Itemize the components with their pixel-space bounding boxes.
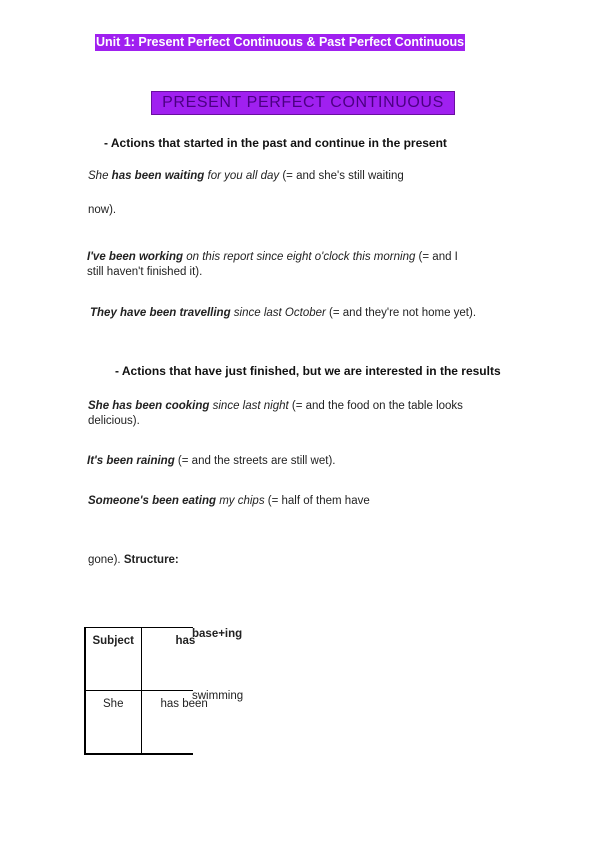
example-2-rest: on this report since eight o'clock this morning	[183, 251, 416, 263]
example-4-verb: She has been cooking	[88, 400, 210, 412]
example-2-continuation: still haven't finished it).	[87, 266, 203, 278]
example-6-rest: my chips	[216, 495, 265, 507]
example-4-rest: since last night	[209, 400, 289, 412]
example-1-note: (= and she's still waiting	[279, 170, 404, 182]
use-heading-2: - Actions that have just finished, but we are interested in the results	[115, 364, 501, 378]
structure-table	[84, 627, 208, 755]
example-4	[88, 399, 463, 414]
table-row	[85, 691, 193, 754]
table-header-auxiliary: has	[141, 628, 193, 691]
use-heading-1: - Actions that started in the past and continue in the present	[104, 136, 447, 150]
example-3-rest: since last October	[230, 307, 326, 319]
example-2	[87, 250, 458, 265]
table-header-row	[85, 628, 193, 691]
table-header-verb: base+ing	[192, 628, 243, 640]
structure-label: Structure:	[123, 554, 179, 566]
example-6-verb: Someone's been eating	[88, 495, 216, 507]
page-title: Unit 1: Present Perfect Continuous & Past Perfect Continuous	[96, 35, 465, 49]
section-heading: PRESENT PERFECT CONTINUOUS	[151, 91, 455, 115]
example-2-note: (= and I	[415, 251, 458, 263]
example-3	[90, 306, 476, 321]
example-1	[88, 169, 404, 184]
table-cell-auxiliary: has been	[141, 691, 193, 754]
table-cell-subject: She	[85, 691, 141, 754]
table-cell-verb: swimming	[192, 690, 244, 702]
example-2-verb: I've been working	[87, 251, 184, 263]
example-3-verb: They have been travelling	[90, 307, 231, 319]
example-6-cont-text: gone).	[88, 554, 124, 566]
example-5-note: (= and the streets are still wet).	[174, 455, 336, 467]
example-6-continuation	[88, 553, 179, 568]
example-4-continuation: delicious).	[88, 415, 140, 427]
example-1-subject: She	[88, 170, 112, 182]
example-1-verb: has been waiting	[111, 170, 205, 182]
example-5	[87, 454, 335, 469]
example-5-verb: It's been raining	[87, 455, 175, 467]
table-header-subject: Subject	[85, 628, 141, 691]
example-6-note: (= half of them have	[264, 495, 370, 507]
example-1-continuation: now).	[88, 204, 117, 216]
example-6	[88, 494, 370, 509]
example-4-note: (= and the food on the table looks	[288, 400, 463, 412]
example-1-rest: for you all day	[204, 170, 280, 182]
example-3-note: (= and they're not home yet).	[325, 307, 477, 319]
